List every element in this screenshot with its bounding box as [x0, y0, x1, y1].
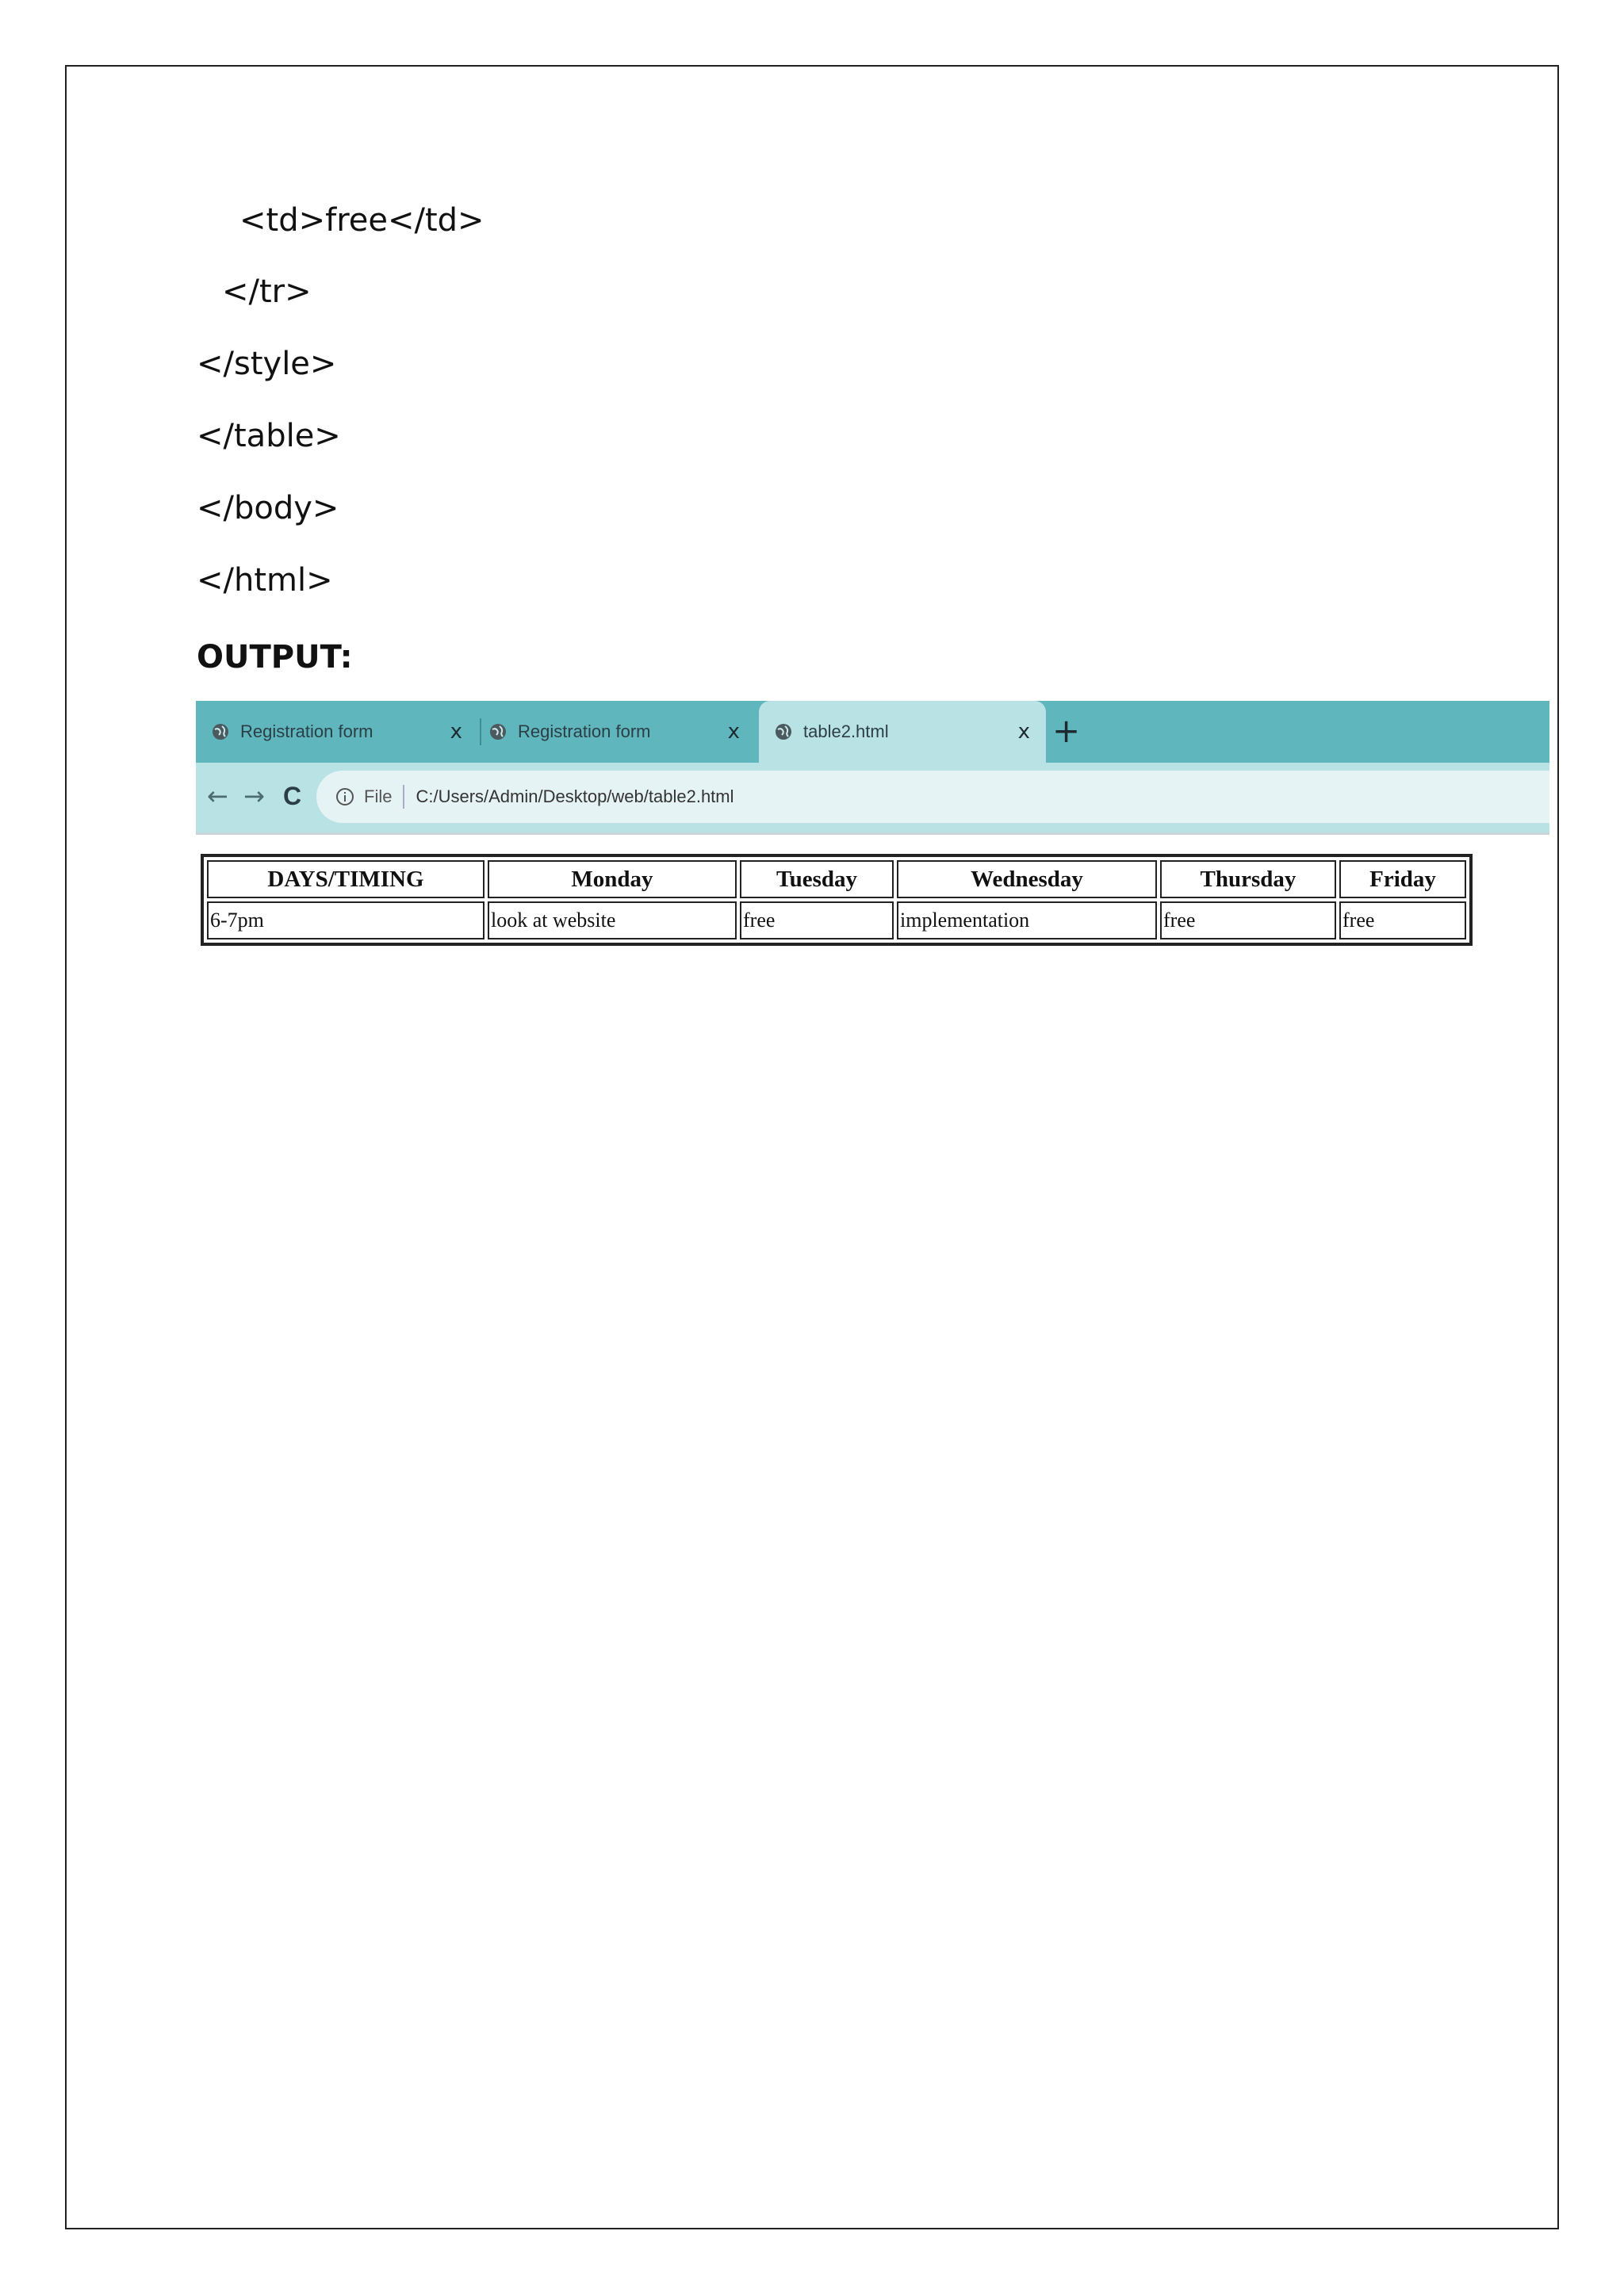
header-friday: Friday	[1339, 860, 1466, 898]
code-line-tr-close: </tr>	[222, 274, 312, 310]
tab-registration-form-1[interactable]	[196, 701, 478, 763]
page-frame	[65, 65, 1559, 2229]
code-line-td: <td>free</td>	[239, 202, 485, 239]
tab-title: Registration form	[518, 721, 651, 741]
code-line-style-close: </style>	[197, 346, 337, 382]
new-tab-button[interactable]: +	[1052, 711, 1081, 750]
code-line-body-close: </body>	[197, 490, 339, 526]
code-line-html-close: </html>	[197, 562, 333, 599]
tab-registration-form-2[interactable]	[483, 701, 756, 763]
tab-strip	[196, 701, 1549, 763]
table-cell: 6-7pm	[207, 901, 485, 939]
browser-window	[196, 701, 1549, 962]
address-bar[interactable]	[316, 771, 1549, 823]
info-icon	[335, 787, 354, 806]
header-days-timing: DAYS/TIMING	[207, 860, 485, 898]
forward-button[interactable]: →	[243, 781, 265, 811]
table-cell: free	[740, 901, 894, 939]
table-cell: free	[1339, 901, 1466, 939]
code-line-table-close: </table>	[197, 418, 341, 454]
scheme-label: File	[364, 786, 393, 806]
back-button[interactable]: ←	[207, 781, 228, 811]
reload-button[interactable]: C	[283, 782, 302, 810]
globe-icon	[212, 723, 229, 740]
tab-title: table2.html	[803, 721, 889, 741]
output-heading: OUTPUT:	[197, 639, 353, 675]
page-viewport	[196, 832, 1549, 962]
tab-close-button[interactable]: x	[1017, 720, 1030, 744]
table-cell: implementation	[897, 901, 1157, 939]
url-text[interactable]: C:/Users/Admin/Desktop/web/table2.html	[416, 786, 734, 806]
tab-title: Registration form	[240, 721, 373, 741]
header-wednesday: Wednesday	[897, 860, 1157, 898]
tab-separator	[480, 718, 481, 745]
table-header-row	[207, 860, 1466, 898]
table-cell: look at website	[488, 901, 737, 939]
header-thursday: Thursday	[1160, 860, 1336, 898]
address-divider	[403, 785, 404, 809]
tab-close-button[interactable]: x	[450, 720, 462, 744]
schedule-table	[201, 854, 1473, 946]
globe-icon	[489, 723, 507, 740]
table-cell: free	[1160, 901, 1336, 939]
tab-table2-html[interactable]	[759, 701, 1046, 763]
header-tuesday: Tuesday	[740, 860, 894, 898]
browser-toolbar	[196, 763, 1549, 832]
header-monday: Monday	[488, 860, 737, 898]
tab-close-button[interactable]: x	[727, 720, 740, 744]
table-row	[207, 901, 1466, 939]
globe-icon	[775, 723, 792, 740]
